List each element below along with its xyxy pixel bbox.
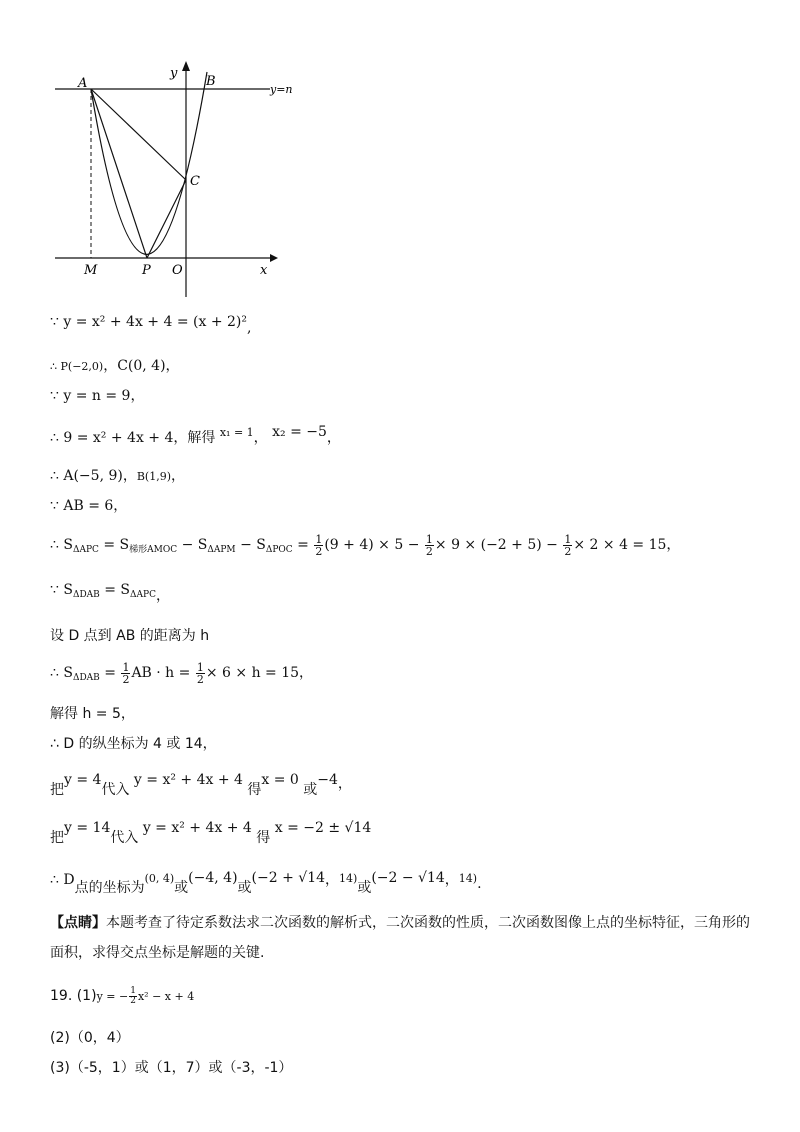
segment-pc xyxy=(147,180,186,258)
label-x: x xyxy=(260,263,268,278)
answer-number: 19. xyxy=(50,988,73,1004)
step-7-frac-3: $\frac{1}{2}$ xyxy=(564,532,572,558)
label-a: A xyxy=(78,76,88,91)
step-14-f: x = −2 ± √14 xyxy=(274,820,372,836)
label-y-n: y=n xyxy=(270,83,293,96)
step-15-m: 14) xyxy=(458,872,478,885)
step-2-tail: ，C(0, 4)， xyxy=(103,358,180,374)
step-7-mid: = S xyxy=(103,537,130,553)
step-5-text: ∴ A(−5, 9) xyxy=(50,468,123,484)
step-15-h: ， xyxy=(325,872,340,888)
step-14-a: 把 xyxy=(50,830,64,846)
step-15-l: ， xyxy=(444,872,459,888)
step-15-k: (−2 − √14 xyxy=(371,870,445,886)
step-4-root1: x₁ = 1 xyxy=(219,426,254,439)
step-14-e: 得 xyxy=(256,830,271,846)
step-15-b: 点的坐标为 xyxy=(74,880,145,896)
step-7-eq: = xyxy=(297,537,309,553)
label-c: C xyxy=(190,174,200,189)
step-5-tail: ， xyxy=(122,468,137,484)
step-7-sub3: ΔAPM xyxy=(207,545,236,555)
segment-ac xyxy=(91,89,186,180)
step-8-mid: = S xyxy=(104,582,131,598)
step-7-sub1: ΔAPC xyxy=(72,545,99,555)
step-14-b: y = 14 xyxy=(64,820,111,836)
step-2 xyxy=(50,356,180,377)
step-15 xyxy=(50,868,482,898)
step-7-sub4: ΔPOC xyxy=(265,545,293,555)
step-7-sub2: 梯形AMOC xyxy=(129,545,178,555)
step-14-c: 代入 xyxy=(110,830,139,846)
answer-19-part-2 xyxy=(50,1028,130,1048)
step-3 xyxy=(50,386,144,406)
segment-ap xyxy=(91,89,147,258)
y-axis-arrow xyxy=(182,61,190,71)
step-10-e2: × 6 × h = 15 xyxy=(205,665,300,681)
step-4-sep: ， xyxy=(253,430,268,446)
step-15-i: 14) xyxy=(339,872,358,885)
step-14 xyxy=(50,818,371,848)
label-m: M xyxy=(84,263,98,278)
step-6-text: ∵ AB = 6 xyxy=(50,498,114,514)
step-1 xyxy=(50,312,251,338)
step-12 xyxy=(50,734,217,754)
step-13-b: y = 4 xyxy=(64,772,102,788)
step-15-end: . xyxy=(477,876,482,892)
step-13-c: 代入 xyxy=(101,782,130,798)
step-13 xyxy=(50,770,352,800)
step-8 xyxy=(50,580,170,606)
step-6-tail: ， xyxy=(113,498,128,514)
comment-tag: 【点睛】 xyxy=(50,915,106,931)
step-13-g: 或 xyxy=(303,782,318,798)
step-8-sub1: ΔDAB xyxy=(72,590,100,600)
step-3-text: ∵ y = n = 9 xyxy=(50,388,131,404)
step-13-h: −4 xyxy=(317,772,338,788)
x-axis-arrow xyxy=(270,254,278,262)
step-10 xyxy=(50,660,313,691)
step-7-frac-2: $\frac{1}{2}$ xyxy=(425,532,433,558)
step-7-m2: − S xyxy=(181,537,208,553)
step-7-frac-1: $\frac{1}{2}$ xyxy=(315,532,323,558)
step-11-text: 解得 h = 5， xyxy=(50,706,135,722)
step-5-end: ， xyxy=(171,468,186,484)
step-9-text: 设 D 点到 AB 的距离为 h xyxy=(50,628,210,644)
step-10-end: ， xyxy=(299,665,314,681)
step-10-frac-1: $\frac{1}{2}$ xyxy=(122,660,130,686)
step-4-root2: x₂ = −5 xyxy=(272,424,327,440)
step-8-lhs: ∵ S xyxy=(50,582,73,598)
step-4 xyxy=(50,422,341,448)
step-10-frac-2: $\frac{1}{2}$ xyxy=(196,660,204,686)
step-13-f: x = 0 xyxy=(261,772,299,788)
step-13-d: y = x² + 4x + 4 xyxy=(133,772,243,788)
step-8-end: ， xyxy=(155,588,170,604)
step-7-e3: × 2 × 4 = 15 xyxy=(573,537,667,553)
step-4-end: ， xyxy=(326,430,341,446)
answer-part-2: (2)（0，4） xyxy=(50,1030,130,1046)
step-7-m3: − S xyxy=(240,537,266,553)
step-15-j: 或 xyxy=(357,880,372,896)
step-11 xyxy=(50,704,135,724)
step-10-eq: = xyxy=(104,665,116,681)
step-5-b: B(1,9) xyxy=(136,470,172,483)
step-7-e2: × 9 × (−2 + 5) − xyxy=(434,537,558,553)
step-3-tail: ， xyxy=(130,388,145,404)
label-p: P xyxy=(142,263,151,278)
step-4-text: ∴ 9 = x² + 4x + 4 xyxy=(50,430,174,446)
parabola-curve xyxy=(91,72,207,254)
step-1-tail: , xyxy=(246,320,252,336)
step-2-text: ∴ P(−2,0) xyxy=(50,360,104,373)
step-15-f: 或 xyxy=(237,880,252,896)
step-13-a: 把 xyxy=(50,782,64,798)
step-6 xyxy=(50,496,127,516)
step-15-c: (0, 4) xyxy=(144,872,175,885)
comment-paragraph xyxy=(50,908,750,968)
step-15-d: 或 xyxy=(174,880,189,896)
step-14-d: y = x² + 4x + 4 xyxy=(142,820,252,836)
parabola-figure xyxy=(50,55,310,305)
step-7-lhs: ∴ S xyxy=(50,537,73,553)
step-7 xyxy=(50,532,680,563)
step-12-text: ∴ D 的纵坐标为 4 或 14， xyxy=(50,736,217,752)
step-8-sub2: ΔAPC xyxy=(130,590,156,600)
answer-19-part-3 xyxy=(50,1058,292,1078)
step-13-end: ， xyxy=(337,776,352,792)
answer-part-1-expr-b: x² − x + 4 xyxy=(137,990,195,1003)
step-15-e: (−4, 4) xyxy=(188,870,238,886)
label-y: y xyxy=(170,66,178,81)
answer-19-part-1 xyxy=(50,984,194,1009)
step-10-e1: AB · h = xyxy=(131,665,191,681)
step-7-e1: (9 + 4) × 5 − xyxy=(324,537,420,553)
step-15-g: (−2 + √14 xyxy=(251,870,326,886)
answer-part-1-expr-a: y = − xyxy=(96,990,129,1003)
comment-text: 本题考查了待定系数法求二次函数的解析式，二次函数的性质，二次函数图像上点的坐标特征，三角形的面积，求得交点坐标是解题的关键. xyxy=(50,915,750,961)
step-4-tail: ，解得 xyxy=(173,430,216,446)
step-9 xyxy=(50,626,209,646)
answer-part-3: (3)（-5，1）或（1，7）或（-3，-1） xyxy=(50,1060,293,1076)
step-7-end: ， xyxy=(666,537,681,553)
step-5 xyxy=(50,466,185,487)
step-15-a: ∴ D xyxy=(50,872,75,888)
step-10-sub1: ΔDAB xyxy=(72,673,100,683)
step-10-lhs: ∴ S xyxy=(50,665,73,681)
label-b: B xyxy=(206,74,216,89)
step-1-text: ∵ y = x² + 4x + 4 = (x + 2)² xyxy=(50,314,247,330)
answer-part-1-frac: $\frac{1}{2}$ xyxy=(130,985,136,1006)
label-o: O xyxy=(172,263,183,278)
answer-part-1-label: (1) xyxy=(76,988,97,1004)
step-13-e: 得 xyxy=(247,782,262,798)
